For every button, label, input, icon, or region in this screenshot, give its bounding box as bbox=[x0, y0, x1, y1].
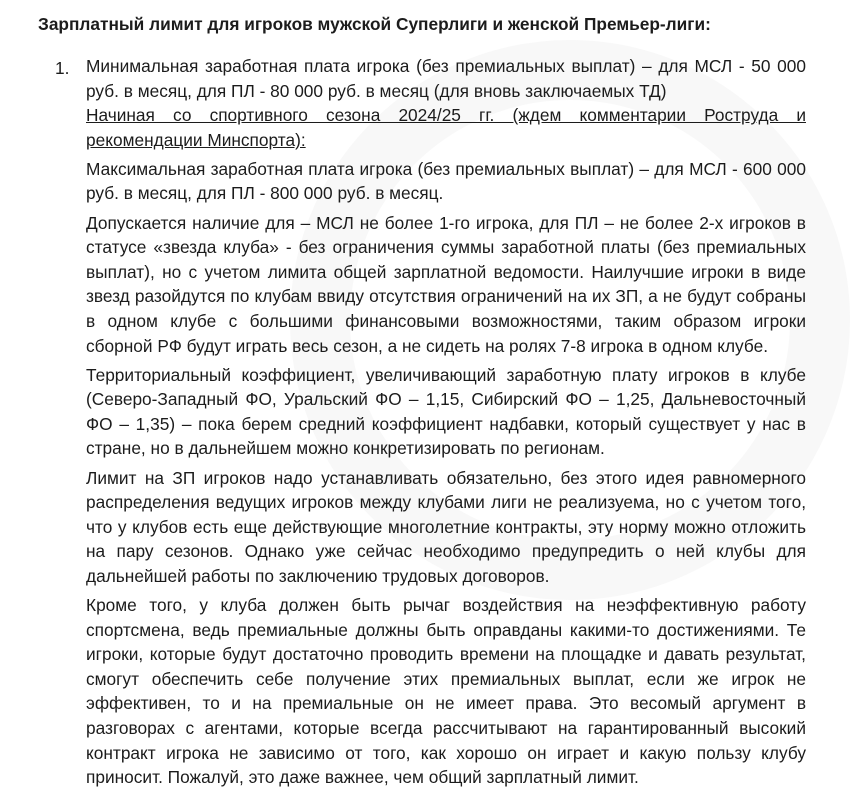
list-number: 1. bbox=[55, 58, 70, 78]
paragraph-salary-limit: Лимит на ЗП игроков надо устанавливать обязательно, без этого идея равномерного распределения ведущих игроков между клубами лиги не реализуема, но с учетом того, что у клубов есть еще действующие многолетние контракты, эту норму можно отложить на пару сезонов. Однако уже сейчас необходимо предупредить о ней клубы для дальнейшей работы по заключению трудовых договоров. bbox=[86, 467, 806, 586]
list-item-body bbox=[86, 54, 806, 790]
paragraph-territorial-coefficient: Территориальный коэффициент, увеличивающий заработную плату игроков в клубе (Северо-Западный ФО, Уральский ФО – 1,15, Сибирский ФО – 1,25, Дальневосточный ФО – 1,35) – пока берем средний коэффициент надбавки, который существует у нас в стране, но в дальнейшем можно конкретизировать по регионам. bbox=[86, 364, 806, 459]
paragraph-max-salary: Максимальная заработная плата игрока (без премиальных выплат) – для МСЛ - 600 000 руб. в месяц, для ПЛ - 800 000 руб. в месяц. bbox=[86, 158, 806, 204]
document-heading: Зарплатный лимит для игроков мужской Суперлиги и женской Премьер-лиги: bbox=[38, 14, 711, 34]
paragraph-season-note: Начиная со спортивного сезона 2024/25 гг. (ждем комментарии Роструда и рекомендации Минспорта): bbox=[86, 105, 806, 150]
paragraph-star-players: Допускается наличие для – МСЛ не более 1-го игрока, для ПЛ – не более 2-х игроков в статусе «звезда клуба» - без ограничения суммы заработной платы (без премиальных выплат), но с учетом лимита общей зарплатной ведомости. Наилучшие игроки в виде звезд разойдутся по клубам ввиду отсутствия ограничений на их ЗП, а не будут собраны в одном клубе с большими финансовыми возможностями, таким образом игроки сборной РФ будут играть весь сезон, а не сидеть на ролях 7-8 игрока в одном клубе. bbox=[86, 212, 806, 356]
paragraph-bonus-leverage: Кроме того, у клуба должен быть рычаг воздействия на неэффективную работу спортсмена, ведь премиальные должны быть оправданы какими-то достижениями. Те игроки, которые будут достаточно проводить времени на площадке и давать результат, смогут обеспечить себе получение этих премиальных выплат, если же игрок не эффективен, то и на премиальные он не имеет права. Это весомый аргумент в разговорах с агентами, которые всегда рассчитывают на гарантированный высокий контракт игрока не зависимо от того, как хорошо он играет и какую пользу клубу приносит. Пожалуй, это даже важнее, чем общий зарплатный лимит. bbox=[86, 594, 806, 788]
paragraph-min-salary: Минимальная заработная плата игрока (без премиальных выплат) – для МСЛ - 50 000 руб. в месяц, для ПЛ - 80 000 руб. в месяц (для вновь заключаемых ТД) bbox=[86, 56, 806, 101]
